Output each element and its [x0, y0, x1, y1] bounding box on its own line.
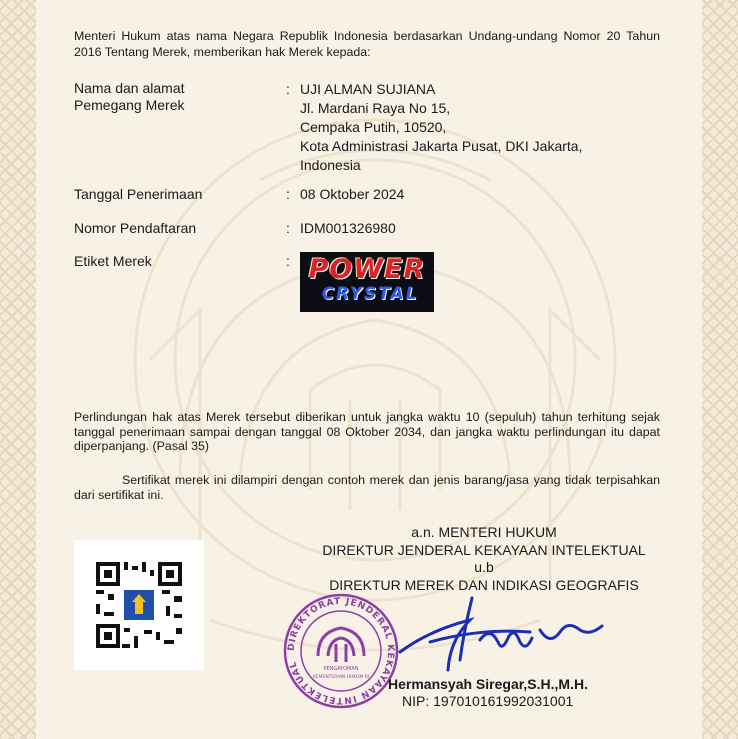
protection-paragraph: Perlindungan hak atas Merek tersebut diberikan untuk jangka waktu 10 (sepuluh) tahun terhitung sejak tanggal penerimaan sampai dengan tanggal 08 Oktober 2034, dan jangka waktu perlindungan itu dapat diperpanjang. (Pasal 35) — [74, 410, 660, 453]
registration-number-value: IDM001326980 — [300, 220, 396, 236]
signatory-line2: DIREKTUR JENDERAL KEKAYAAN INTELEKTUAL — [322, 541, 646, 558]
signer-name: Hermansyah Siregar,S.H.,M.H. — [388, 676, 588, 692]
decorative-border-left — [0, 0, 36, 739]
signatory-line1: a.n. MENTERI HUKUM — [411, 524, 557, 540]
stamp-inner-text1: PENGAYOMAN — [323, 666, 359, 672]
holder-address-line3: Kota Administrasi Jakarta Pusat, DKI Jakarta, — [300, 138, 583, 154]
official-stamp — [282, 592, 400, 710]
registration-number-label: Nomor Pendaftaran — [74, 220, 197, 236]
signatory-line3: u.b — [474, 559, 494, 575]
signatory-block — [284, 524, 684, 594]
receipt-date-colon: : — [286, 186, 290, 202]
holder-label-line1: Nama dan alamat — [74, 80, 185, 96]
receipt-date-value: 08 Oktober 2024 — [300, 186, 405, 202]
logo-word-power: POWER — [308, 254, 426, 285]
receipt-date-label: Tanggal Penerimaan — [74, 186, 203, 202]
signatory-line4: DIREKTUR MEREK DAN INDIKASI GEOGRAFIS — [329, 576, 639, 593]
holder-name: UJI ALMAN SUJIANA — [300, 81, 436, 97]
holder-label — [74, 80, 185, 114]
brand-logo-image — [300, 252, 434, 312]
signer-nip: NIP: 197010161992031001 — [402, 693, 574, 709]
qr-code-image — [74, 540, 204, 670]
holder-address-line1: Jl. Mardani Raya No 15, — [300, 100, 451, 116]
stamp-inner-text2: KEMENTERIAN HUKUM RI — [312, 675, 370, 680]
attachment-paragraph: Sertifikat merek ini dilampiri dengan contoh merek dan jenis barang/jasa yang tidak terpisahkan dari sertifikat ini. — [74, 473, 660, 502]
handwritten-signature — [390, 590, 610, 680]
holder-label-line2: Pemegang Merek — [74, 97, 185, 113]
holder-address-line2: Cempaka Putih, 10520, — [300, 119, 447, 135]
stamp-ring-text: DIREKTORAT JENDERAL KEKAYAAN INTELEKTUAL — [286, 596, 396, 706]
intro-text: Menteri Hukum atas nama Negara Republik Indonesia berdasarkan Undang-undang Nomor 20 Tahun 2016 Tentang Merek, memberikan hak Merek kepada: — [74, 29, 660, 59]
qr-code — [74, 540, 204, 670]
mark-label: Etiket Merek — [74, 253, 152, 269]
svg-text:DIREKTORAT JENDERAL KEKAYAAN I — [287, 597, 395, 705]
decorative-border-right — [702, 0, 738, 739]
holder-value — [300, 80, 582, 175]
mark-colon: : — [286, 253, 290, 269]
logo-word-crystal: CRYSTAL — [321, 284, 419, 304]
registration-number-colon: : — [286, 220, 290, 236]
holder-address-line4: Indonesia — [300, 157, 361, 173]
holder-colon: : — [286, 81, 290, 97]
